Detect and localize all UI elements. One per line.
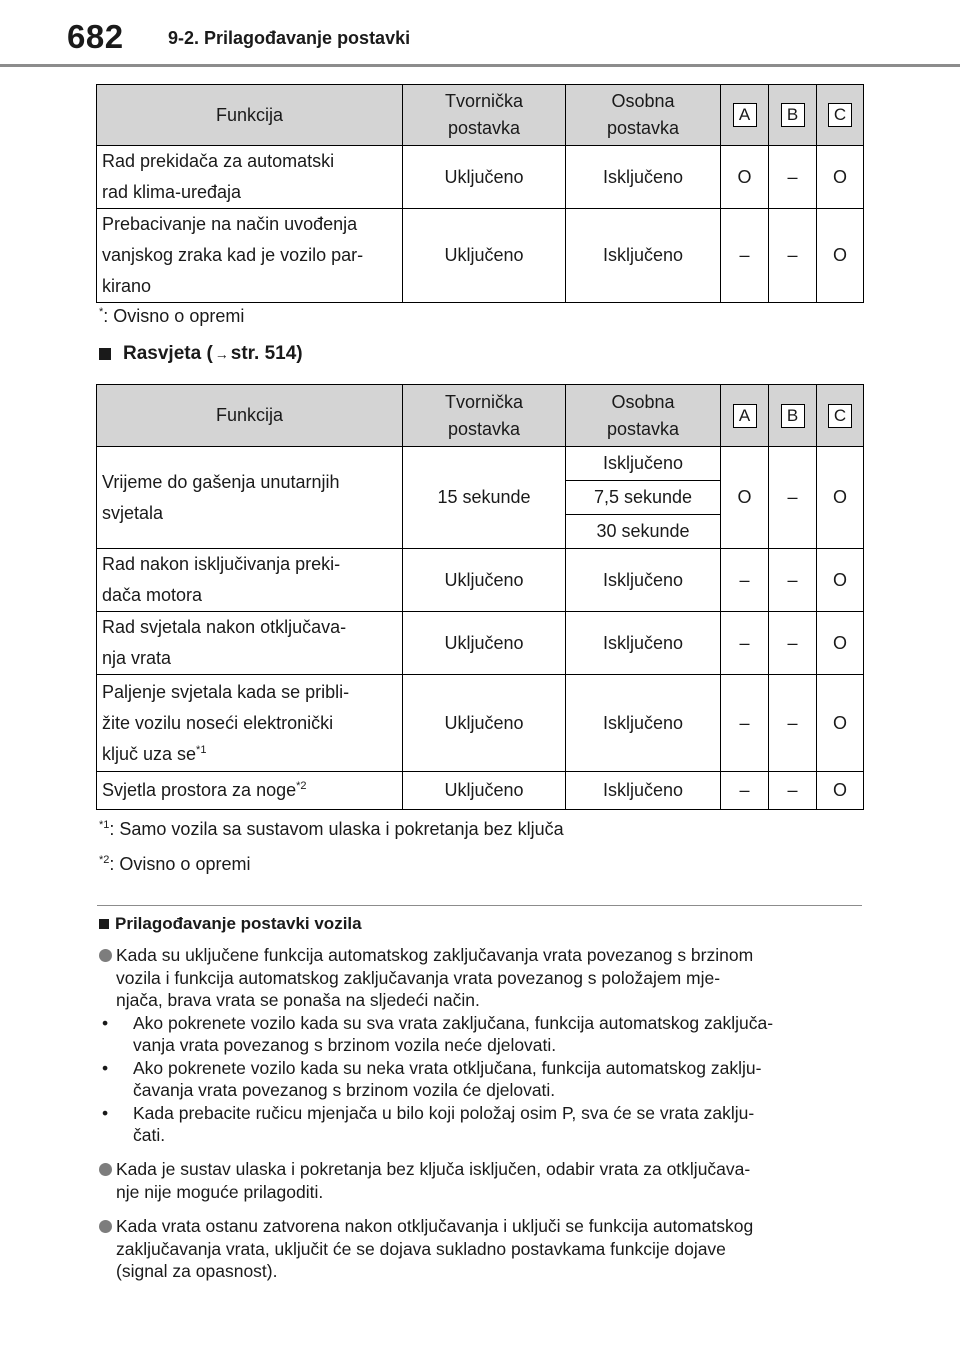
dot-bullet-icon: • bbox=[102, 1102, 109, 1123]
b-cell: – bbox=[769, 146, 817, 209]
c-cell: O bbox=[817, 612, 864, 675]
circle-bullet-icon bbox=[99, 1220, 112, 1233]
a-cell: – bbox=[721, 209, 769, 303]
factory-cell: Uključeno bbox=[403, 772, 566, 810]
table-header-row bbox=[97, 385, 864, 447]
note-paragraph: Kada je sustav ulaska i pokretanja bez ključa isključen, odabir vrata za otključava- nje nije moguće prilagoditi. bbox=[99, 1158, 867, 1203]
table-row bbox=[97, 675, 864, 772]
footnote-mark: *1 bbox=[196, 743, 207, 756]
function-cell: Rad prekidača za automatski rad klima-uređaja bbox=[97, 146, 403, 209]
customization-heading: Prilagođavanje postavki vozila bbox=[99, 914, 362, 934]
factory-cell: Uključeno bbox=[403, 209, 566, 303]
lighting-settings-table bbox=[96, 384, 864, 810]
factory-cell: Uključeno bbox=[403, 675, 566, 772]
page-number: 682 bbox=[67, 18, 124, 55]
a-cell: O bbox=[721, 146, 769, 209]
c-cell: O bbox=[817, 675, 864, 772]
column-header-custom: Osobna postavka bbox=[566, 85, 721, 146]
page-reference[interactable]: str. 514) bbox=[230, 343, 303, 364]
footnote-mark: *2 bbox=[296, 780, 307, 792]
function-cell: Paljenje svjetala kada se pribli- žite vozilu noseći elektronički ključ uza $se^{*1}$ bbox=[97, 675, 403, 772]
note-paragraph: Kada su uključene funkcija automatskog zaključavanja vrata povezanog s brzinom vozila i funkcija automatskog zaključavanja vrata povezanog s položajem mje- njača, brava vrata se ponaša na sljedeći način. • Ako pokrenete vozilo kada su sva vrata zaključana, funkcija automatskog zaključa- vanja vrata povezanog s brzinom vozila neće djelovati. • Ako pokrenete vozilo kada su neka vrata otključana, funkcija automatskog zaklju- čavanja vrata povezanog s brzinom vozila će djelovati. • Kada prebacite ručicu mjenjača u bilo koji položaj osim P, sva će se vrata zaklju- čati. bbox=[99, 944, 867, 1147]
a-cell: – bbox=[721, 675, 769, 772]
notes-divider bbox=[97, 905, 862, 906]
custom-option-cell: 30 sekunde bbox=[566, 515, 721, 549]
table-row bbox=[97, 772, 864, 810]
column-header-factory: Tvornička postavka bbox=[403, 85, 566, 146]
b-cell: – bbox=[769, 549, 817, 612]
header-divider bbox=[0, 64, 960, 67]
table-row bbox=[97, 447, 864, 481]
custom-cell: Isključeno bbox=[566, 772, 721, 810]
custom-cell: Isključeno bbox=[566, 612, 721, 675]
factory-cell: Uključeno bbox=[403, 612, 566, 675]
column-header-function: Funkcija bbox=[97, 385, 403, 447]
a-cell: – bbox=[721, 772, 769, 810]
function-cell: Rad svjetala nakon otključava- nja vrata bbox=[97, 612, 403, 675]
table2-footnote-1: $^{*1}$: Samo vozila sa sustavom ulaska i pokretanja bez ključa bbox=[99, 819, 564, 839]
factory-cell: Uključeno bbox=[403, 146, 566, 209]
square-bullet-icon bbox=[99, 919, 109, 929]
a-cell: O bbox=[721, 447, 769, 549]
table-row bbox=[97, 146, 864, 209]
column-header-a: A bbox=[721, 85, 769, 146]
b-cell: – bbox=[769, 675, 817, 772]
list-item: • Kada prebacite ručicu mjenjača u bilo koji položaj osim P, sva će se vrata zaklju- čati. bbox=[102, 1102, 755, 1145]
c-cell: O bbox=[817, 146, 864, 209]
dot-bullet-icon: • bbox=[102, 1057, 109, 1078]
c-cell: O bbox=[817, 772, 864, 810]
list-item: • Ako pokrenete vozilo kada su neka vrata otključana, funkcija automatskog zaklju- čavanja vrata povezanog s brzinom vozila će djelovati. bbox=[102, 1057, 762, 1100]
column-header-b: B bbox=[769, 85, 817, 146]
square-bullet-icon bbox=[99, 348, 111, 360]
section-title: 9-2. Prilagođavanje postavki bbox=[168, 28, 411, 48]
table-row bbox=[97, 549, 864, 612]
c-cell: O bbox=[817, 549, 864, 612]
function-cell: Prebacivanje na način uvođenja vanjskog zraka kad je vozilo par- kirano bbox=[97, 209, 403, 303]
column-header-a: A bbox=[721, 385, 769, 447]
c-cell: O bbox=[817, 447, 864, 549]
column-header-b: B bbox=[769, 385, 817, 447]
b-cell: – bbox=[769, 447, 817, 549]
b-cell: – bbox=[769, 772, 817, 810]
note-paragraph: Kada vrata ostanu zatvorena nakon otključavanja i uključi se funkcija automatskog zaključavanja vrata, uključit će se dojava sukladno postavkama funkcije dojave (signal za opasnost). bbox=[99, 1215, 867, 1283]
function-cell: Svjetla prostora za noge$^{*2}$ bbox=[97, 772, 403, 810]
list-item: • Ako pokrenete vozilo kada su sva vrata zaključana, funkcija automatskog zaključa- vanja vrata povezanog s brzinom vozila neće djelovati. bbox=[102, 1012, 774, 1055]
function-cell: Rad nakon isključivanja preki- dača motora bbox=[97, 549, 403, 612]
custom-cell: Isključeno bbox=[566, 209, 721, 303]
column-header-function: Funkcija bbox=[97, 85, 403, 146]
a-cell: – bbox=[721, 612, 769, 675]
custom-option-cell: 7,5 sekunde bbox=[566, 481, 721, 515]
dot-bullet-icon: • bbox=[102, 1012, 109, 1033]
table-row bbox=[97, 209, 864, 303]
arrow-right-icon: → bbox=[214, 346, 229, 362]
c-cell: O bbox=[817, 209, 864, 303]
table-header-row bbox=[97, 85, 864, 146]
custom-cell: Isključeno bbox=[566, 146, 721, 209]
a-cell: – bbox=[721, 549, 769, 612]
custom-option-cell: Isključeno bbox=[566, 447, 721, 481]
b-cell: – bbox=[769, 209, 817, 303]
table2-footnote-2: $^{*2}$: Ovisno o opremi bbox=[99, 854, 251, 874]
column-header-c: C bbox=[817, 385, 864, 447]
factory-cell: Uključeno bbox=[403, 549, 566, 612]
column-header-custom: Osobna postavka bbox=[566, 385, 721, 447]
page-header bbox=[0, 0, 960, 68]
table-row bbox=[97, 612, 864, 675]
b-cell: – bbox=[769, 612, 817, 675]
custom-cell: Isključeno bbox=[566, 549, 721, 612]
factory-cell: 15 sekunde bbox=[403, 447, 566, 549]
column-header-c: C bbox=[817, 85, 864, 146]
circle-bullet-icon bbox=[99, 949, 112, 962]
lighting-heading: Rasvjeta ( → str. 514) bbox=[99, 343, 303, 365]
column-header-factory: Tvornička postavka bbox=[403, 385, 566, 447]
climate-settings-table bbox=[96, 84, 864, 303]
custom-cell: Isključeno bbox=[566, 675, 721, 772]
function-cell: Vrijeme do gašenja unutarnjih svjetala bbox=[97, 447, 403, 549]
table1-footnote: *: Ovisno o opremi bbox=[99, 306, 245, 326]
circle-bullet-icon bbox=[99, 1163, 112, 1176]
